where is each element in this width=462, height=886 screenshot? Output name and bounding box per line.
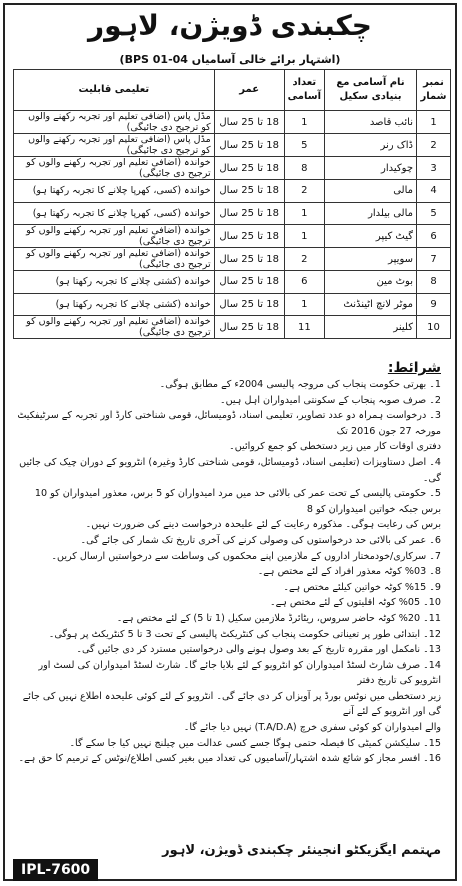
cell-count: 5 bbox=[284, 134, 324, 157]
cell-serial: 10 bbox=[417, 316, 451, 339]
condition-item: دفتری اوقات کار میں زیر دستخطی کو جمع کروائیں۔ bbox=[229, 441, 441, 453]
condition-item: زیر دستخطی میں نوٹس بورڈ پر آویزاں کر دی جائے گی۔ انٹرویو کے لئے کوئی علیحدہ اطلاع نہیں کی جائے گی اور انٹرویو کے لئے آنے bbox=[22, 690, 441, 718]
cell-serial: 8 bbox=[417, 271, 451, 294]
condition-item: 14۔ صرف شارٹ لسٹڈ امیدواران کو انٹرویو کے لئے بلایا جائے گا۔ شارٹ لسٹڈ امیدواران کی لسٹ اور انٹرویو کی تاریخ دفتر bbox=[38, 659, 441, 687]
cell-count: 1 bbox=[284, 202, 324, 225]
condition-item: 6۔ عمر کی بالائی حد درخواستوں کی وصولی کرنے کی آخری تاریخ تک شمار کی جائے گی۔ bbox=[80, 534, 441, 546]
condition-item: 10۔ 05% کوٹہ اقلیتوں کے لئے مختص ہے۔ bbox=[269, 597, 441, 609]
condition-item: 11۔ 20% کوٹہ حاضر سروس، ریٹائرڈ ملازمین سکیل (1 تا 5) کے لئے مختص ہے۔ bbox=[116, 612, 441, 624]
cell-qualification: خواندہ (کشتی چلانے کا تجربہ رکھتا ہو) bbox=[14, 271, 215, 294]
cell-post-name: مالی بیلدار bbox=[325, 202, 417, 225]
condition-item: 5۔ حکومتی پالیسی کے تحت عمر کی بالائی حد میں مرد امیدواران کو 5 برس، معذور امیدواران کو 10 برس جبکہ خواتین امیدواران کو 8 bbox=[34, 488, 441, 515]
cell-count: 1 bbox=[284, 293, 324, 316]
advertisement-page bbox=[3, 3, 457, 881]
cell-serial: 6 bbox=[417, 225, 451, 248]
table-row bbox=[14, 271, 451, 294]
cell-post-name: سویپر bbox=[325, 248, 417, 271]
cell-qualification: خواندہ (کسی، کھرپا چلانے کا تجربہ رکھتا ہو) bbox=[14, 180, 215, 203]
cell-serial: 3 bbox=[417, 157, 451, 180]
header-serial: نمبر شمار bbox=[417, 70, 451, 111]
signature-line: مہتمم ایگزیکٹو انجینئر چکبندی ڈویژن، لاہور bbox=[162, 843, 441, 858]
table-header-row bbox=[14, 70, 451, 111]
cell-qualification: خواندہ (اضافی تعلیم اور تجربہ رکھنے والوں کو ترجیح دی جائیگی) bbox=[14, 157, 215, 180]
cell-age: 18 تا 25 سال bbox=[214, 157, 284, 180]
table-row bbox=[14, 316, 451, 339]
condition-item: 2۔ صرف صوبہ پنجاب کے سکونتی امیدواران اہل ہیں۔ bbox=[219, 394, 441, 406]
cell-qualification: خواندہ (کشتی چلانے کا تجربہ رکھتا ہو) bbox=[14, 293, 215, 316]
cell-post-name: گیٹ کیپر bbox=[325, 225, 417, 248]
condition-item: والے امیدواران کو کوئی سفری خرچ (T.A/D.A) نہیں دیا جائے گا۔ bbox=[183, 722, 441, 734]
posts-table bbox=[13, 69, 451, 339]
cell-qualification: خواندہ (اضافی تعلیم اور تجربہ رکھنے والوں کو ترجیح دی جائیگی) bbox=[14, 248, 215, 271]
table-row bbox=[14, 111, 451, 134]
table-row bbox=[14, 134, 451, 157]
table-row bbox=[14, 180, 451, 203]
conditions-list bbox=[15, 377, 441, 767]
ipl-badge: IPL-7600 bbox=[13, 859, 98, 881]
condition-item: 1۔ بھرتی حکومت پنجاب کی مروجہ پالیسی 2004ء کے مطابق ہوگی۔ bbox=[159, 379, 441, 390]
header-count: تعداد آسامی bbox=[284, 70, 324, 111]
cell-count: 6 bbox=[284, 271, 324, 294]
cell-count: 2 bbox=[284, 180, 324, 203]
cell-post-name: مالی bbox=[325, 180, 417, 203]
condition-item: 12۔ ابتدائی طور پر تعیناتی حکومت پنجاب کی کنٹریکٹ پالیسی کے تحت 3 تا 5 کنٹریکٹ پر ہوگی۔ bbox=[48, 628, 441, 640]
cell-age: 18 تا 25 سال bbox=[214, 293, 284, 316]
cell-serial: 5 bbox=[417, 202, 451, 225]
cell-count: 11 bbox=[284, 316, 324, 339]
cell-post-name: بوٹ مین bbox=[325, 271, 417, 294]
table-row bbox=[14, 293, 451, 316]
cell-count: 1 bbox=[284, 225, 324, 248]
table-row bbox=[14, 157, 451, 180]
condition-item: 16۔ افسر مجاز کو شائع شدہ اشتہار/آسامیوں کی تعداد میں بغیر کسی اطلاع/نوٹس کے ترمیم کا حق ہے۔ bbox=[18, 753, 441, 765]
cell-age: 18 تا 25 سال bbox=[214, 248, 284, 271]
cell-qualification: خواندہ (کسی، کھرپا چلانے کا تجربہ رکھتا ہو) bbox=[14, 202, 215, 225]
cell-serial: 2 bbox=[417, 134, 451, 157]
condition-item: 13۔ نامکمل اور مقررہ تاریخ کے بعد وصول ہونے والی درخواستیں مسترد کر دی جائیں گی۔ bbox=[76, 644, 441, 656]
cell-post-name: کلینر bbox=[325, 316, 417, 339]
condition-item: 4۔ اصل دستاویزات (تعلیمی اسناد، ڈومیسائل، قومی شناختی کارڈ وغیرہ) انٹرویو کے دوران چیک کی جائیں گی۔ bbox=[19, 456, 441, 484]
cell-age: 18 تا 25 سال bbox=[214, 316, 284, 339]
condition-item: 9۔ 15% کوٹہ خواتین کیلئے مختص ہے۔ bbox=[283, 581, 441, 593]
cell-post-name: موٹر لانچ اٹینڈنٹ bbox=[325, 293, 417, 316]
cell-serial: 9 bbox=[417, 293, 451, 316]
cell-post-name: چوکیدار bbox=[325, 157, 417, 180]
cell-age: 18 تا 25 سال bbox=[214, 271, 284, 294]
cell-serial: 4 bbox=[417, 180, 451, 203]
page-subtitle: (اشتہار برائے خالی آسامیاں BPS 01-04) bbox=[119, 53, 341, 66]
cell-qualification: مڈل پاس (اضافی تعلیم اور تجربہ رکھنے والوں کو ترجیح دی جائیگی) bbox=[14, 111, 215, 134]
cell-qualification: مڈل پاس (اضافی تعلیم اور تجربہ رکھنے والوں کو ترجیح دی جائیگی) bbox=[14, 134, 215, 157]
cell-age: 18 تا 25 سال bbox=[214, 225, 284, 248]
cell-count: 8 bbox=[284, 157, 324, 180]
cell-age: 18 تا 25 سال bbox=[214, 202, 284, 225]
page-title: چکبندی ڈویژن، لاہور bbox=[88, 9, 372, 42]
cell-post-name: نائب قاصد bbox=[325, 111, 417, 134]
table-row bbox=[14, 202, 451, 225]
cell-qualification: خواندہ (اضافی تعلیم اور تجربہ رکھنے والوں کو ترجیح دی جائیگی) bbox=[14, 316, 215, 339]
cell-qualification: خواندہ (اضافی تعلیم اور تجربہ رکھنے والوں کو ترجیح دی جائیگی) bbox=[14, 225, 215, 248]
condition-item: 8۔ 03% کوٹہ معذور افراد کے لئے مختص ہے۔ bbox=[257, 566, 441, 578]
cell-post-name: ڈاک رنر bbox=[325, 134, 417, 157]
cell-count: 1 bbox=[284, 111, 324, 134]
conditions-title: شرائط: bbox=[387, 360, 441, 376]
cell-age: 18 تا 25 سال bbox=[214, 111, 284, 134]
condition-item: 15۔ سلیکشن کمیٹی کا فیصلہ حتمی ہوگا جسے کسی عدالت میں چیلنج نہیں کیا جا سکے گا۔ bbox=[69, 737, 441, 749]
cell-age: 18 تا 25 سال bbox=[214, 180, 284, 203]
cell-count: 2 bbox=[284, 248, 324, 271]
condition-item: برس کی رعایت ہوگی۔ مذکورہ رعایت کے لئے علیحدہ درخواست دینے کی ضرورت نہیں۔ bbox=[85, 519, 441, 531]
header-qualification: تعلیمی قابلیت bbox=[14, 70, 215, 111]
table-row bbox=[14, 248, 451, 271]
cell-serial: 7 bbox=[417, 248, 451, 271]
header-age: عمر bbox=[214, 70, 284, 111]
table-row bbox=[14, 225, 451, 248]
cell-serial: 1 bbox=[417, 111, 451, 134]
cell-age: 18 تا 25 سال bbox=[214, 134, 284, 157]
condition-item: 3۔ درخواست ہمراہ دو عدد تصاویر، تعلیمی اسناد، ڈومیسائل، قومی شناختی کارڈ اور تجربہ کے سرٹیفکیٹ مورخہ 27 جون 2016 تک bbox=[17, 410, 441, 437]
condition-item: 7۔ سرکاری/خودمختار اداروں کے ملازمین اپنے محکموں کی وساطت سے درخواستیں ارسال کریں۔ bbox=[51, 550, 441, 562]
header-post-name: نام آسامی مع بنیادی سکیل bbox=[325, 70, 417, 111]
